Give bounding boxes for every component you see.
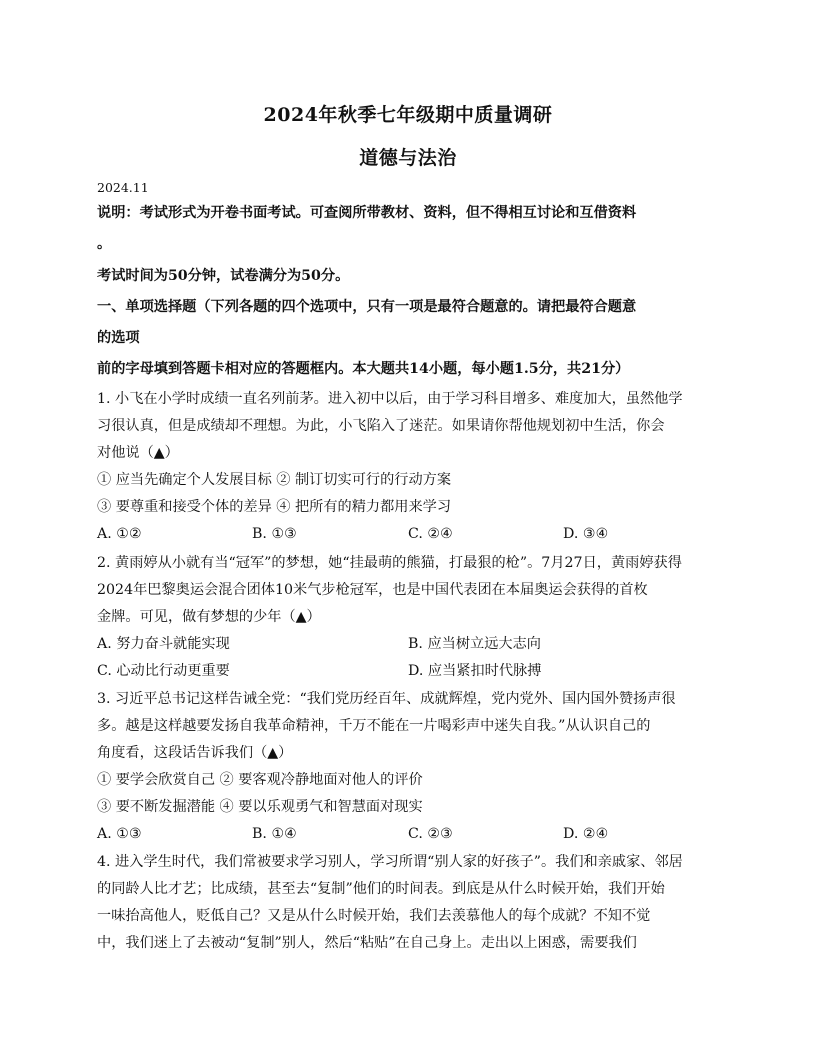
question-stem-line: 2. 黄雨婷从小就有当“冠军”的梦想，她“挂最萌的熊猫，打最狠的枪”。7月27日，黄雨婷获得 bbox=[97, 555, 682, 571]
instructions-line: 。 bbox=[97, 236, 112, 252]
option-d: D. 应当紧扣时代脉搏 bbox=[408, 663, 542, 679]
question-stem-line: 习很认真，但是成绩却不理想。为此，小飞陷入了迷茫。如果请你帮他规划初中生活，你会 bbox=[97, 418, 665, 434]
option-b: B. ①③ bbox=[252, 526, 297, 542]
option-a: A. 努力奋斗就能实现 bbox=[97, 636, 230, 652]
section-heading: 的选项 bbox=[97, 330, 140, 346]
section-heading: 一、单项选择题（下列各题的四个选项中，只有一项是最符合题意的。请把最符合题意 bbox=[97, 299, 637, 315]
exam-date: 2024.11 bbox=[97, 180, 149, 195]
question-stem-line: 对他说（▲） bbox=[97, 445, 179, 461]
question-stem-line: 的同龄人比才艺；比成绩，甚至去“复制”他们的时间表。到底是从什么时候开始，我们开始 bbox=[97, 881, 665, 897]
question-stem-line: 2024年巴黎奥运会混合团体10米气步枪冠军，也是中国代表团在本届奥运会获得的首枚 bbox=[97, 582, 648, 598]
question-statement: ③ 要不断发掘潜能 ④ 要以乐观勇气和智慧面对现实 bbox=[97, 799, 423, 815]
exam-subject: 道德与法治 bbox=[359, 147, 457, 169]
option-d: D. ③④ bbox=[563, 526, 609, 542]
question-stem-line: 1. 小飞在小学时成绩一直名列前茅。进入初中以后，由于学习科目增多、难度加大，虽然他学 bbox=[97, 391, 683, 407]
option-b: B. 应当树立远大志向 bbox=[408, 636, 541, 652]
question-statement: ① 应当先确定个人发展目标 ② 制订切实可行的行动方案 bbox=[97, 472, 452, 488]
option-c: C. ②③ bbox=[408, 826, 453, 842]
section-heading: 前的字母填到答题卡相对应的答题框内。本大题共14小题，每小题1.5分，共21分） bbox=[97, 361, 630, 377]
question-stem-line: 中，我们迷上了去被动“复制”别人，然后“粘贴”在自己身上。走出以上困惑，需要我们 bbox=[97, 935, 637, 951]
option-a: A. ①② bbox=[97, 526, 142, 542]
option-c: C. 心动比行动更重要 bbox=[97, 663, 230, 679]
option-a: A. ①③ bbox=[97, 826, 142, 842]
question-statement: ③ 要尊重和接受个体的差异 ④ 把所有的精力都用来学习 bbox=[97, 499, 452, 515]
question-stem-line: 多。越是这样越要发扬自我革命精神，千万不能在一片喝彩声中迷失自我。”从认识自己的 bbox=[97, 718, 651, 734]
question-stem-line: 4. 进入学生时代，我们常被要求学习别人，学习所谓“别人家的好孩子”。我们和亲戚家、邻居 bbox=[97, 854, 683, 870]
option-b: B. ①④ bbox=[252, 826, 297, 842]
question-stem-line: 3. 习近平总书记这样告诫全党：“我们党历经百年、成就辉煌，党内党外、国内国外赞扬声很 bbox=[97, 691, 676, 707]
question-statement: ① 要学会欣赏自己 ② 要客观冷静地面对他人的评价 bbox=[97, 772, 423, 788]
question-stem-line: 金牌。可见，做有梦想的少年（▲） bbox=[97, 609, 321, 625]
instructions-line: 考试时间为50分钟，试卷满分为50分。 bbox=[97, 268, 350, 284]
option-d: D. ②④ bbox=[563, 826, 609, 842]
question-stem-line: 角度看，这段话告诉我们（▲） bbox=[97, 745, 293, 761]
option-c: C. ②④ bbox=[408, 526, 453, 542]
exam-title: 2024年秋季七年级期中质量调研 bbox=[263, 104, 553, 126]
question-stem-line: 一味抬高他人，贬低自己？又是从什么时候开始，我们去羡慕他人的每个成就？不知不觉 bbox=[97, 908, 651, 924]
instructions-line: 说明：考试形式为开卷书面考试。可查阅所带教材、资料，但不得相互讨论和互借资料 bbox=[97, 205, 637, 221]
